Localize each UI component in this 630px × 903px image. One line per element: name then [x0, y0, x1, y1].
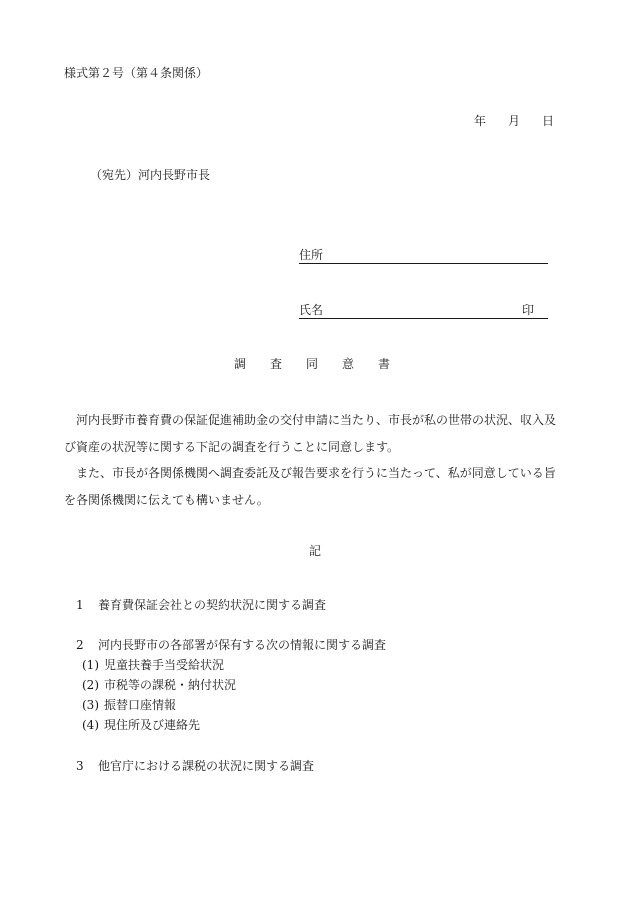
form-number: 様式第２号（第４条関係）: [64, 66, 209, 80]
sub-list-item: [82, 657, 224, 673]
list-item: [76, 758, 314, 774]
subitem-text: 現住所及び連絡先: [104, 718, 201, 732]
subitem-number: (4): [82, 718, 99, 732]
date-year: 年: [474, 114, 487, 128]
subitem-text: 児童扶養手当受給状況: [104, 658, 225, 672]
address-label: 住所: [299, 248, 324, 262]
addressee: （宛先）河内長野市長: [90, 168, 211, 182]
seal-label: 印: [521, 303, 534, 317]
document-title: 調 査 同 意 書: [233, 357, 396, 371]
subitem-number: (3): [82, 698, 99, 712]
item-number: 2: [76, 638, 84, 652]
sub-list-item: [82, 697, 176, 713]
address-field[interactable]: [299, 247, 548, 264]
subitem-text: 市税等の課税・納付状況: [104, 678, 237, 692]
date-month: 月: [508, 114, 521, 128]
ki-heading: 記: [308, 544, 321, 558]
item-text: 他官庁における課税の状況に関する調査: [98, 759, 315, 773]
consent-paragraph-2: [64, 460, 564, 514]
paragraph-text: また、市長が各関係機関へ調査委託及び報告要求を行うに当たって、私が同意している旨を各関係機関に伝えても構いません。: [64, 466, 556, 507]
sub-list-item: [82, 677, 236, 693]
item-text: 養育費保証会社との契約状況に関する調査: [98, 598, 327, 612]
list-item: [76, 597, 326, 613]
name-label: 氏名: [299, 303, 324, 317]
item-number: 1: [76, 598, 84, 612]
list-item: [76, 637, 386, 653]
subitem-number: (2): [82, 678, 99, 692]
sub-list-item: [82, 717, 200, 733]
item-text: 河内長野市の各部署が保有する次の情報に関する調査: [98, 638, 387, 652]
subitem-text: 振替口座情報: [104, 698, 177, 712]
paragraph-text: 河内長野市養育費の保証促進補助金の交付申請に当たり、市長が私の世帯の状況、収入及び資産の状況等に関する下記の調査を行うことに同意します。: [64, 413, 557, 454]
name-field[interactable]: [299, 302, 548, 319]
date-day: 日: [542, 114, 555, 128]
date-line: [474, 113, 554, 129]
subitem-number: (1): [82, 658, 99, 672]
item-number: 3: [76, 759, 84, 773]
consent-paragraph-1: [64, 407, 564, 461]
